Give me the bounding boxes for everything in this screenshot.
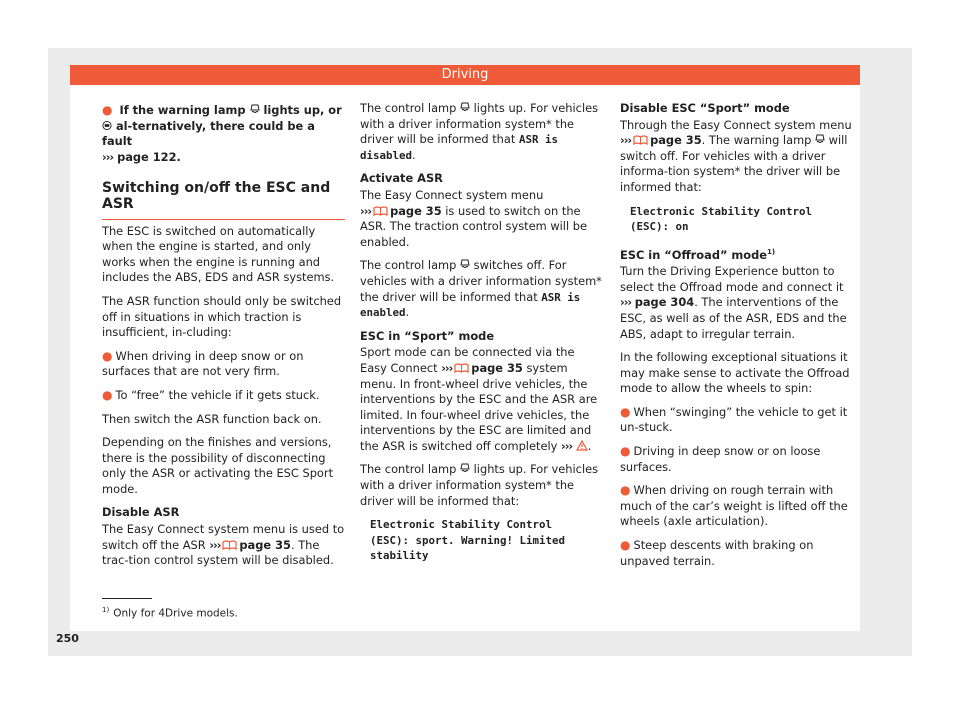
paragraph-text: Through the Easy Connect system menu bbox=[620, 117, 852, 132]
esc-lamp-icon bbox=[460, 463, 470, 474]
paragraph-text: will switch off. For vehicles with a driver informa-tion system* the driver will be informed that: bbox=[620, 133, 848, 194]
footnote-marker: 1) bbox=[767, 247, 776, 256]
book-icon bbox=[454, 363, 469, 373]
esc-lamp-icon bbox=[250, 104, 260, 115]
bullet-icon: ● bbox=[102, 348, 113, 363]
paragraph-text: switches off. For vehicles with a driver information system* the driver will be informed that bbox=[360, 258, 602, 304]
subheading bbox=[620, 245, 864, 263]
list-item bbox=[620, 444, 864, 475]
paragraph: The control lamp switches off. For vehicles with a driver information system* the driver will be informed that ASR is enabled. bbox=[360, 258, 602, 320]
subheading-text: ESC in “Offroad” mode bbox=[620, 247, 767, 262]
warning-text-2: lights up, or bbox=[263, 103, 342, 117]
subheading: Disable ASR bbox=[102, 505, 180, 520]
paragraph: The control lamp lights up. For vehicles with a driver information system* the driver will be informed that ASR is disabled. bbox=[360, 101, 599, 162]
footnote-divider bbox=[102, 598, 152, 599]
paragraph-text: lights up. For vehicles with a driver information system* the driver will be informed that: bbox=[360, 462, 599, 508]
list-item bbox=[102, 349, 345, 380]
section-title: Switching on/off the ESC and ASR bbox=[102, 181, 345, 219]
display-message-block: Electronic Stability Control (ESC): on bbox=[630, 204, 813, 234]
ref-arrows-icon: ››› bbox=[561, 438, 573, 453]
warning-text-1: If the warning lamp bbox=[119, 103, 246, 117]
ref-arrows-icon: ››› bbox=[360, 203, 372, 218]
subheading: Disable ESC “Sport” mode bbox=[620, 101, 790, 115]
paragraph: Sport mode can be connected via the Easy Connect ››› page 35 system menu. In front-wheel drive vehicles, the interventions by the ESC and the ASR are limited. In four-wheel drive vehicles, the interventions by the ESC are limited and the ASR is switched off completely ››› . bbox=[360, 345, 598, 453]
paragraph: The ESC is switched on automatically when the engine is started, and only works when the engine is running and includes the ABS, EDS and ASR systems. bbox=[102, 223, 335, 285]
paragraph: The ASR function should only be switched off in situations in which traction is insufficient, in-cluding: bbox=[102, 293, 342, 340]
esc-lamp-icon bbox=[815, 134, 825, 145]
bullet-icon: ● bbox=[620, 404, 631, 419]
ref-arrows-icon: ››› bbox=[620, 295, 632, 310]
paragraph bbox=[620, 264, 864, 342]
list-item bbox=[620, 538, 864, 569]
book-icon bbox=[373, 206, 388, 216]
paragraph-text: The Easy Connect system menu bbox=[360, 187, 544, 202]
list-item-text: When driving on rough terrain with much of the car’s weight is lifted off the wheels (axle articulation). bbox=[620, 483, 848, 529]
list-item-text: When “swinging” the vehicle to get it un-stuck. bbox=[620, 404, 848, 435]
warning-text-3: al-ternatively, there could be a fault bbox=[102, 118, 315, 149]
bullet-icon: ● bbox=[102, 103, 113, 117]
ref-arrows-icon: ››› bbox=[620, 133, 632, 148]
warning-note bbox=[102, 103, 345, 165]
ref-arrows-icon: ››› bbox=[441, 360, 453, 375]
paragraph bbox=[102, 522, 345, 569]
paragraph-text: system menu. In front-wheel drive vehicles, the interventions by the ESC and the ASR are limited. In four-wheel drive vehicles, the interventions by the ESC are limited and the ASR is switched off completely bbox=[360, 360, 598, 453]
warning-page-ref[interactable]: page 122. bbox=[117, 149, 181, 164]
page-ref-link[interactable]: page 35 bbox=[390, 203, 442, 218]
paragraph-text: . The interventions of the ESC, as well as of the ASR, EDS and the ABS, adapt to irregular terrain. bbox=[620, 295, 847, 341]
footnote-marker: 1) bbox=[102, 606, 110, 614]
page-ref-link[interactable]: page 35 bbox=[471, 360, 523, 375]
paragraph-text: The control lamp bbox=[360, 101, 457, 115]
chapter-header: Driving bbox=[70, 65, 860, 85]
paragraph-text: is used to switch on the ASR. The traction control system will be enabled. bbox=[360, 203, 587, 249]
list-item-text: Driving in deep snow or on loose surfaces. bbox=[620, 444, 821, 474]
list-item bbox=[620, 405, 864, 436]
bullet-icon: ● bbox=[620, 483, 631, 498]
subheading: Activate ASR bbox=[360, 171, 443, 186]
footnote bbox=[102, 606, 238, 620]
display-message: ASR is enabled bbox=[360, 290, 581, 320]
column-2 bbox=[360, 101, 604, 574]
esc-lamp-icon bbox=[460, 102, 470, 113]
page-ref-link[interactable]: page 35 bbox=[239, 537, 291, 552]
column-3 bbox=[620, 101, 864, 577]
paragraph-text: . The trac-tion control system will be disabled. bbox=[102, 537, 334, 568]
paragraph-text: . The warning lamp bbox=[701, 133, 812, 148]
paragraph: Then switch the ASR function back on. bbox=[102, 411, 322, 426]
abs-lamp-icon bbox=[102, 120, 112, 131]
page-ref-link[interactable]: page 35 bbox=[650, 133, 702, 148]
bullet-icon: ● bbox=[620, 444, 631, 459]
subheading: ESC in “Sport” mode bbox=[360, 328, 495, 343]
paragraph-text: The control lamp bbox=[360, 258, 457, 273]
display-message: ASR is disabled bbox=[360, 133, 558, 162]
paragraph bbox=[620, 118, 864, 196]
paragraph-text: lights up. For vehicles with a driver information system* the driver will be informed that bbox=[360, 101, 599, 147]
list-item-text: When driving in deep snow or on surfaces that are not very firm. bbox=[102, 348, 304, 379]
book-icon bbox=[633, 135, 648, 145]
list-item bbox=[620, 483, 864, 530]
esc-lamp-icon bbox=[460, 259, 470, 270]
footnote-text: Only for 4Drive models. bbox=[113, 607, 238, 620]
column-1 bbox=[102, 103, 345, 577]
paragraph bbox=[360, 462, 604, 509]
paragraph-text: Turn the Driving Experience button to select the Offroad mode and connect it bbox=[620, 264, 844, 294]
paragraph: Depending on the finishes and versions, there is the possibility of disconnecting only the ASR or activating the ESC Sport mode. bbox=[102, 435, 334, 496]
warning-triangle-icon[interactable] bbox=[576, 440, 588, 451]
list-item-text: To “free” the vehicle if it gets stuck. bbox=[115, 387, 320, 402]
page-number: 250 bbox=[56, 632, 79, 645]
list-item-text: Steep descents with braking on unpaved terrain. bbox=[620, 538, 814, 568]
ref-arrows-icon: ››› bbox=[209, 537, 221, 552]
ref-arrows-icon: ››› bbox=[102, 149, 114, 164]
page-ref-link[interactable]: page 304 bbox=[634, 295, 695, 310]
display-message-block: Electronic Stability Control (ESC): sport. Warning! Limited stability bbox=[370, 518, 566, 563]
paragraph-text: Sport mode can be connected via the Easy Connect bbox=[360, 345, 575, 375]
list-item bbox=[102, 388, 345, 404]
book-icon bbox=[222, 540, 237, 550]
paragraph-text: The Easy Connect system menu is used to switch off the ASR bbox=[102, 522, 345, 552]
bullet-icon: ● bbox=[620, 538, 631, 553]
paragraph-text: The control lamp bbox=[360, 462, 457, 477]
paragraph: In the following exceptional situations it may make sense to activate the Offroad mode to allow the wheels to spin: bbox=[620, 350, 850, 396]
paragraph bbox=[360, 188, 604, 250]
bullet-icon: ● bbox=[102, 387, 113, 402]
